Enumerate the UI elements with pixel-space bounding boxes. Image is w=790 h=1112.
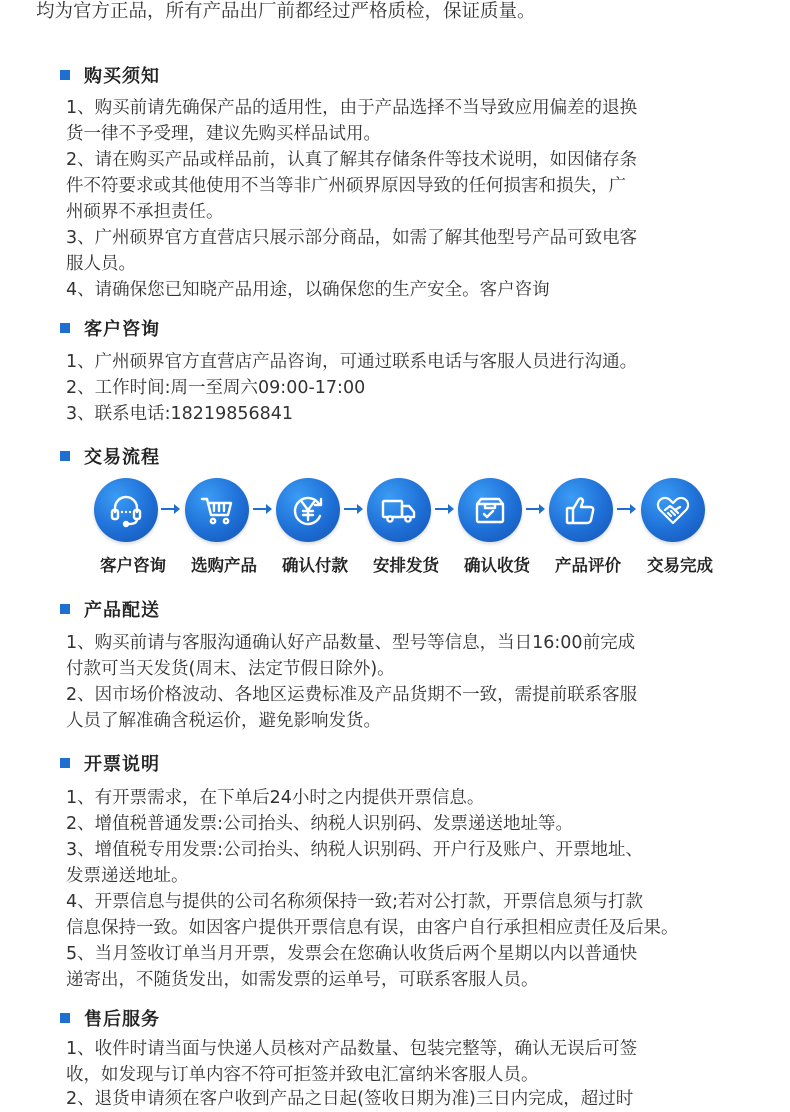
- invoice-line: 2、增值税普通发票:公司抬头、纳税人识别码、发票递送地址等。: [66, 814, 574, 834]
- section-title: 交易流程: [84, 447, 160, 468]
- section-header-delivery: [60, 597, 160, 621]
- invoice-line: 4、开票信息与提供的公司名称须保持一致;若对公打款，开票信息须与打款: [66, 892, 644, 912]
- purchase-line: 1、购买前请先确保产品的适用性，由于产品选择不当导致应用偏差的退换: [66, 98, 638, 118]
- transaction-flow: [90, 478, 730, 578]
- section-title: 开票说明: [84, 754, 160, 775]
- section-header-purchase: [60, 63, 160, 87]
- cart-icon: [185, 478, 249, 542]
- intro-text: 均为官方正品，所有产品出厂前都经过严格质检，保证质量。: [36, 1, 536, 22]
- delivery-line: 1、购买前请与客服沟通确认好产品数量、型号等信息，当日16:00前完成: [66, 633, 636, 653]
- box-icon: [458, 478, 522, 542]
- flow-step-complete: [633, 478, 713, 576]
- flow-step-receive: [450, 478, 530, 576]
- section-marker: [60, 70, 70, 80]
- section-marker: [60, 758, 70, 768]
- aftersale-line: 收，如发现与订单内容不符可拒签并致电汇富纳米客服人员。: [66, 1065, 539, 1085]
- step-label: 产品评价: [555, 556, 621, 575]
- invoice-line: 3、增值税专用发票:公司抬头、纳税人识别码、开户行及账户、开票地址、: [66, 840, 644, 860]
- flow-step-review: [541, 478, 621, 576]
- purchase-line: 3、广州硕界官方直营店只展示部分商品，如需了解其他型号产品可致电客: [66, 228, 638, 248]
- invoice-line: 递寄出，不随货发出，如需发票的运单号，可联系客服人员。: [66, 970, 539, 990]
- invoice-line: 发票递送地址。: [66, 866, 189, 886]
- section-title: 产品配送: [84, 600, 160, 621]
- section-marker: [60, 604, 70, 614]
- purchase-line: 服人员。: [66, 254, 136, 274]
- step-label: 选购产品: [191, 556, 257, 575]
- invoice-line: 信息保持一致。如因客户提供开票信息有误，由客户自行承担相应责任及后果。: [66, 918, 679, 938]
- section-marker: [60, 323, 70, 333]
- section-header-consult: [60, 316, 160, 340]
- headset-icon: [94, 478, 158, 542]
- truck-icon: [367, 478, 431, 542]
- step-label: 安排发货: [373, 556, 439, 575]
- purchase-line: 州硕界不承担责任。: [66, 202, 224, 222]
- purchase-line: 件不符要求或其他使用不当等非广州硕界原因导致的任何损害和损失，广: [66, 176, 626, 196]
- yen-icon: [276, 478, 340, 542]
- delivery-line: 人员了解准确含税运价，避免影响发货。: [66, 711, 381, 731]
- delivery-line: 2、因市场价格波动、各地区运费标准及产品货期不一致，需提前联系客服: [66, 685, 638, 705]
- step-label: 交易完成: [647, 556, 713, 575]
- purchase-line: 4、请确保您已知晓产品用途，以确保您的生产安全。客户咨询: [66, 280, 550, 300]
- section-header-invoice: [60, 751, 160, 775]
- step-label: 客户咨询: [100, 556, 166, 575]
- purchase-line: 货一律不予受理，建议先购买样品试用。: [66, 124, 381, 144]
- section-marker: [60, 451, 70, 461]
- section-title: 售后服务: [84, 1009, 160, 1030]
- delivery-line: 付款可当天发货(周末、法定节假日除外)。: [66, 659, 395, 679]
- aftersale-line: 2、退货申请须在客户收到产品之日起(签收日期为准)三日内完成，超过时: [66, 1089, 634, 1109]
- step-label: 确认付款: [282, 556, 348, 575]
- flow-step-payment: [268, 478, 348, 576]
- consult-line: 1、广州硕界官方直营店产品咨询，可通过联系电话与客服人员进行沟通。: [66, 352, 638, 372]
- aftersale-line: 1、收件时请当面与快递人员核对产品数量、包装完整等，确认无误后可签: [66, 1039, 638, 1059]
- step-label: 确认收货: [464, 556, 530, 575]
- invoice-line: 1、有开票需求，在下单后24小时之内提供开票信息。: [66, 788, 485, 808]
- consult-line: 2、工作时间:周一至周六09:00-17:00: [66, 378, 366, 398]
- section-marker: [60, 1013, 70, 1023]
- thumbs-up-icon: [549, 478, 613, 542]
- section-header-flow: [60, 444, 160, 468]
- invoice-line: 5、当月签收订单当月开票，发票会在您确认收货后两个星期以内以普通快: [66, 944, 638, 964]
- handshake-icon: [641, 478, 705, 542]
- flow-step-select: [177, 478, 257, 576]
- flow-step-consult: [86, 478, 166, 576]
- purchase-line: 2、请在购买产品或样品前，认真了解其存储条件等技术说明，如因储存条: [66, 150, 638, 170]
- section-title: 购买须知: [84, 66, 160, 87]
- section-header-aftersale: [60, 1006, 160, 1030]
- flow-step-shipping: [359, 478, 439, 576]
- section-title: 客户咨询: [84, 319, 160, 340]
- consult-line: 3、联系电话:18219856841: [66, 404, 294, 424]
